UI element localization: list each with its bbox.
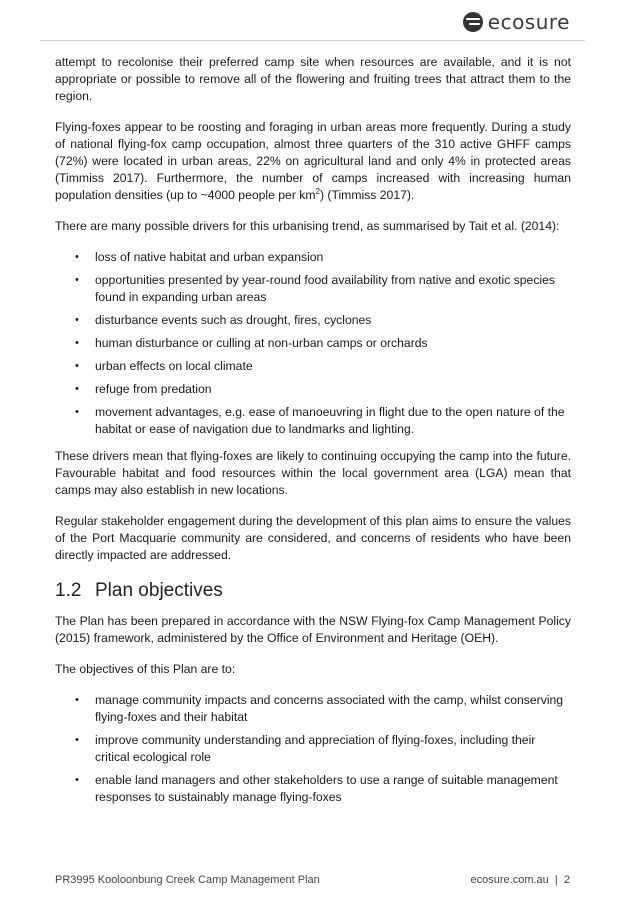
- section-number: 1.2: [55, 580, 82, 601]
- list-item: • disturbance events such as drought, fires, cyclones: [75, 313, 372, 327]
- list-item: • loss of native habitat and urban expansion: [75, 250, 324, 264]
- list-item: • manage community impacts and concerns associated with the camp, whilst conserving flying-foxes and their habitat: [75, 693, 564, 724]
- ecosure-logo-icon: [463, 12, 483, 32]
- paragraph-5: Regular stakeholder engagement during the development of this plan aims to ensure the values of the Port Macquarie community are considered, and concerns of residents who have been directly impacted are addressed.: [55, 514, 571, 562]
- footer-document-title: PR3995 Kooloonbung Creek Camp Management Plan: [55, 874, 320, 886]
- page-footer: [55, 874, 570, 886]
- footer-site-page-number: ecosure.com.au | 2: [470, 874, 570, 886]
- logo-text: ecosure: [487, 10, 570, 34]
- paragraph-6: The Plan has been prepared in accordance with the NSW Flying-fox Camp Management Policy (2015) framework, administered by the Office of Environment and Heritage (OEH).: [55, 614, 571, 645]
- main-content: [55, 54, 571, 816]
- paragraph-2: Flying-foxes appear to be roosting and foraging in urban areas more frequently. During a study of national flying-fox camp occupation, almost three quarters of the 310 active GHFF camps (72%) were located in urban areas, 22% on agricultural land and only 4% in protected areas (Timmiss 2017). Furthermore, the number of camps increased with increasing human population densities (up to ~4000 people per $km^2$) (Timmiss 2017).: [55, 120, 571, 202]
- list-item: • opportunities presented by year-round food availability from native and exotic species found in expanding urban areas: [75, 273, 556, 304]
- list-item: • movement advantages, e.g. ease of manoeuvring in flight due to the open nature of the habitat or ease of navigation due to landmarks and lighting.: [75, 405, 565, 436]
- objectives-list: [55, 692, 571, 806]
- paragraph-1: attempt to recolonise their preferred camp site when resources are available, and it is not appropriate or possible to remove all of the flowering and fruiting trees that attract them to the region.: [55, 55, 571, 103]
- header-divider: [40, 40, 585, 41]
- paragraph-3: There are many possible drivers for this urbanising trend, as summarised by Tait et al. (2014):: [55, 219, 560, 233]
- section-heading: [55, 582, 571, 599]
- superscript: 2: [315, 186, 320, 196]
- list-item: • human disturbance or culling at non-urban camps or orchards: [75, 336, 428, 350]
- list-item: • urban effects on local climate: [75, 359, 253, 373]
- list-item: • improve community understanding and appreciation of flying-foxes, including their critical ecological role: [75, 733, 536, 764]
- list-item: • enable land managers and other stakeholders to use a range of suitable management responses to sustainably manage flying-foxes: [75, 773, 558, 804]
- section-title: Plan objectives: [95, 580, 223, 601]
- paragraph-4: These drivers mean that flying-foxes are likely to continuing occupying the camp into the future. Favourable habitat and food resources within the local government area (LGA) mean that camps may also establish in new locations.: [55, 449, 571, 497]
- paragraph-7: The objectives of this Plan are to:: [55, 662, 236, 676]
- drivers-list: [55, 249, 571, 438]
- list-item: • refuge from predation: [75, 382, 212, 396]
- ecosure-logo: [463, 10, 570, 34]
